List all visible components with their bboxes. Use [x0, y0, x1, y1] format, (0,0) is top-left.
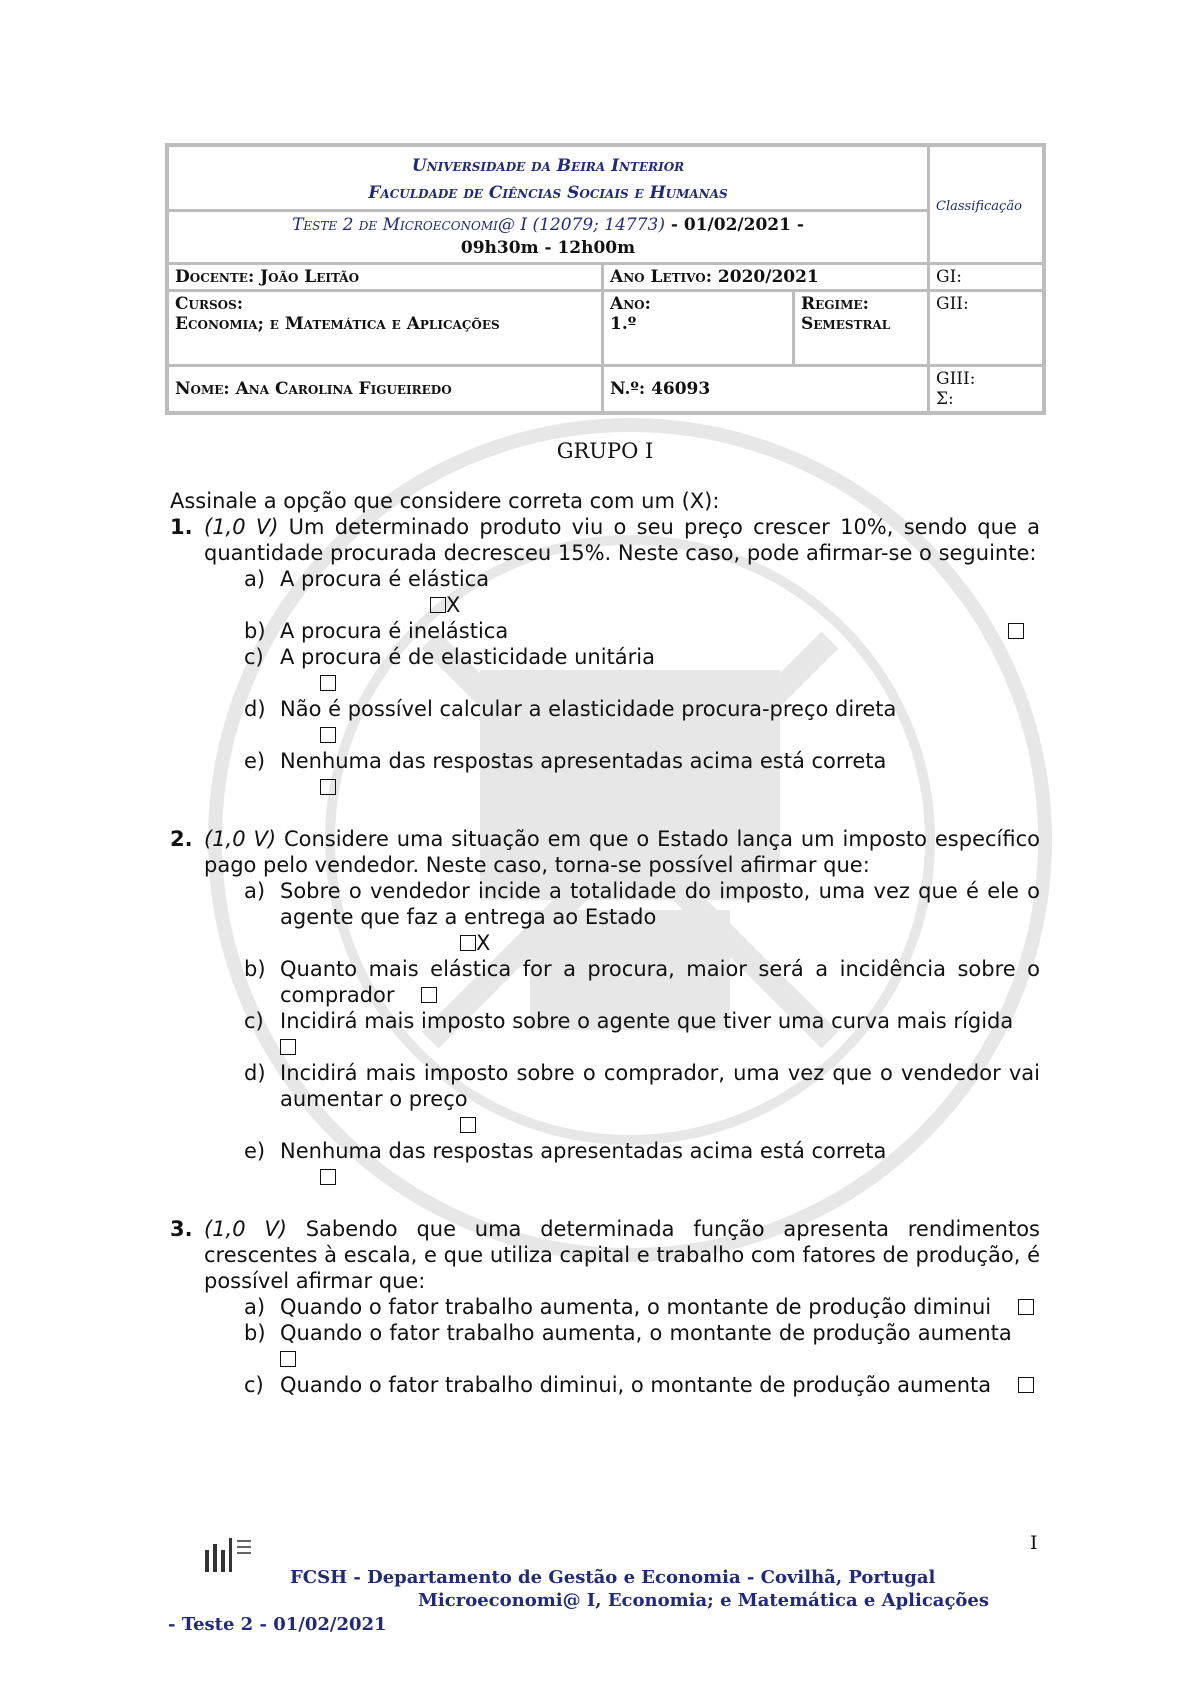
answer-checkbox[interactable] [280, 1351, 296, 1367]
classification-label: Classificação [936, 198, 1022, 214]
question-value: (1,0 V) [204, 515, 279, 539]
question-list [170, 514, 1040, 1398]
gii-cell: GII: [930, 292, 1042, 364]
question-number: 2. [170, 827, 193, 851]
answer-option [244, 878, 1040, 956]
answer-checkbox[interactable] [430, 597, 446, 613]
question-3 [170, 1216, 1040, 1294]
option-text: A procura é elástica [280, 567, 490, 591]
ubi-logo-icon [205, 1536, 255, 1578]
answer-checkbox[interactable] [1018, 1299, 1034, 1315]
student-number: N.º: 46093 [604, 367, 927, 411]
option-letter: d) [244, 1061, 266, 1085]
gi-cell: GI: [930, 265, 1042, 289]
ano-value: 1.º [610, 314, 637, 334]
option-text: Nenhuma das respostas apresentadas acima está correta [280, 1139, 887, 1163]
option-letter: c) [244, 645, 264, 669]
answer-option [244, 644, 1040, 696]
answer-checkbox[interactable] [1008, 623, 1024, 639]
question-2 [170, 826, 1040, 878]
answer-checkbox[interactable] [1018, 1377, 1034, 1393]
footer-test: - Teste 2 - 01/02/2021 [168, 1614, 387, 1635]
option-letter: d) [244, 697, 266, 721]
answer-checkbox[interactable] [460, 1117, 476, 1133]
option-text: Quando o fator trabalho aumenta, o montante de produção aumenta [280, 1321, 1012, 1345]
ano-label: Ano: [610, 294, 651, 314]
answer-option [244, 566, 1040, 618]
test-title [169, 212, 927, 262]
cursos-cell [169, 292, 601, 364]
option-text: Quando o fator trabalho diminui, o montante de produção aumenta [280, 1373, 992, 1397]
header-table [165, 143, 1046, 415]
option-text: Quanto mais elástica for a procura, maior será a incidência sobre o comprador [280, 957, 1040, 1007]
answer-option [244, 1060, 1040, 1138]
test-prefix: Teste 2 de Microeconomi@ I (12079; 14773) [292, 215, 665, 235]
test-time: 09h30m - 12h00m [460, 238, 636, 258]
answer-checkbox[interactable] [421, 987, 437, 1003]
answer-checkbox[interactable] [320, 675, 336, 691]
option-text: Não é possível calcular a elasticidade procura-preço direta [280, 697, 897, 721]
giii-label: GIII: [936, 369, 976, 389]
question-text [204, 514, 1040, 566]
answer-option [244, 618, 1040, 644]
question-value: (1,0 V) [204, 827, 277, 851]
cursos-label: Cursos: [175, 294, 244, 314]
answer-option [244, 1294, 1040, 1320]
option-letter: b) [244, 957, 266, 981]
option-text: A procura é de elasticidade unitária [280, 645, 655, 669]
regime-cell [795, 292, 927, 364]
faculty-name: Faculdade de Ciências Sociais e Humanas [368, 183, 728, 203]
giii-cell [930, 367, 1042, 411]
answer-option [244, 696, 1040, 748]
instruction: Assinale a opção que considere correta com um (X): [170, 489, 720, 513]
regime-label: Regime: [801, 294, 869, 314]
option-letter: a) [244, 567, 266, 591]
answer-checkbox[interactable] [320, 727, 336, 743]
docente: Docente: João Leitão [169, 265, 601, 289]
answer-option [244, 1372, 1040, 1398]
option-letter: a) [244, 1295, 266, 1319]
question-text [204, 826, 1040, 878]
university-name: Universidade da Beira Interior [411, 156, 685, 176]
answer-checkbox[interactable] [280, 1039, 296, 1055]
answer-option [244, 1138, 1040, 1190]
question-1 [170, 514, 1040, 566]
cursos-value: Economia; e Matemática e Aplicações [175, 314, 500, 334]
question-value: (1,0 V) [204, 1217, 287, 1241]
option-letter: e) [244, 1139, 266, 1163]
student-name: Nome: Ana Carolina Figueiredo [169, 367, 601, 411]
institution-cell [169, 147, 927, 209]
footer-course: Microeconomi@ I, Economia; e Matemática e Aplicações [418, 1590, 990, 1611]
question-text [204, 1216, 1040, 1294]
option-text: Incidirá mais imposto sobre o comprador, uma vez que o vendedor vai aumentar o preço [280, 1061, 1040, 1111]
page-number: I [1030, 1532, 1038, 1554]
option-text: Quando o fator trabalho aumenta, o montante de produção diminui [280, 1295, 992, 1319]
answer-option [244, 1320, 1040, 1372]
ano-cell [604, 292, 792, 364]
exam-content [170, 438, 1040, 1398]
question-stem: Um determinado produto viu o seu preço crescer 10%, sendo que a quantidade procurada decresceu 15%. Neste caso, pode afirmar-se o seguinte: [204, 515, 1040, 565]
question-stem: Sabendo que uma determinada função apresenta rendimentos crescentes à escala, e que utiliza capital e trabalho com fatores de produção, é possível afirmar que: [204, 1217, 1040, 1293]
question-number: 3. [170, 1217, 193, 1241]
answer-option [244, 748, 1040, 800]
question-stem: Considere uma situação em que o Estado lança um imposto específico pago pelo vendedor. Neste caso, torna-se possível afirmar que: [204, 827, 1040, 877]
question-number: 1. [170, 515, 193, 539]
answer-checkbox[interactable] [320, 1169, 336, 1185]
footer-department: FCSH - Departamento de Gestão e Economia - Covilhã, Portugal [290, 1567, 936, 1588]
group-title: GRUPO I [556, 439, 654, 463]
answer-mark: X [476, 931, 491, 955]
option-text: Incidirá mais imposto sobre o agente que tiver uma curva mais rígida [280, 1009, 1014, 1033]
ano-letivo: Ano Letivo: 2020/2021 [604, 265, 927, 289]
option-letter: e) [244, 749, 266, 773]
option-letter: c) [244, 1373, 264, 1397]
sigma-label: Σ: [936, 389, 954, 409]
classification-cell [930, 147, 1042, 262]
question-spacer [170, 800, 1040, 826]
regime-value: Semestral [801, 314, 891, 334]
answer-checkbox[interactable] [460, 935, 476, 951]
option-letter: c) [244, 1009, 264, 1033]
option-text: Sobre o vendedor incide a totalidade do imposto, uma vez que é ele o agente que faz a entrega ao Estado [280, 879, 1040, 929]
answer-mark: X [446, 593, 461, 617]
answer-option [244, 1008, 1040, 1060]
option-text: Nenhuma das respostas apresentadas acima está correta [280, 749, 887, 773]
option-text: A procura é inelástica [280, 619, 509, 643]
option-letter: a) [244, 879, 266, 903]
answer-option [244, 956, 1040, 1008]
option-letter: b) [244, 1321, 266, 1345]
question-spacer [170, 1190, 1040, 1216]
answer-checkbox[interactable] [320, 779, 336, 795]
option-letter: b) [244, 619, 266, 643]
test-date: - 01/02/2021 - [665, 215, 804, 235]
